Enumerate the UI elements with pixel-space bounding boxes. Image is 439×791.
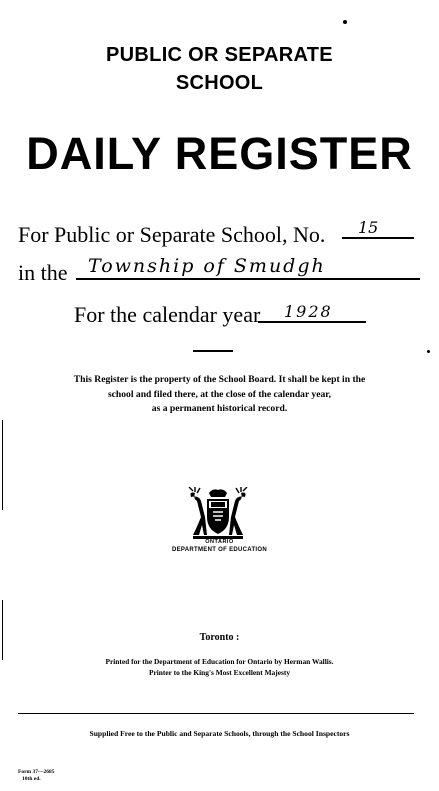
scan-edge-mark (2, 600, 3, 660)
page-title: DAILY REGISTER (26, 128, 413, 179)
location-label: in the (18, 260, 68, 285)
form-code-line-2: 10th ed. (22, 776, 41, 782)
school-number-value: 15 (358, 218, 379, 237)
scan-edge-mark (2, 420, 3, 510)
printer-line-2: Printer to the King's Most Excellent Majesty (148, 668, 291, 677)
short-divider (193, 350, 233, 352)
year-label: For the calendar year (74, 302, 261, 327)
printer-line-1: Printed for the Department of Education for Ontario by Herman Wallis. (105, 657, 334, 666)
notice-line-2: school and filed there, at the close of the calendar year, (107, 389, 332, 400)
header-line-1: PUBLIC OR SEPARATE (106, 44, 333, 66)
notice-line-1: This Register is the property of the School Board. It shall be kept in the (73, 374, 366, 385)
footer-divider (18, 713, 414, 714)
header-line-2: SCHOOL (175, 72, 264, 94)
printer-heading: Toronto : (199, 632, 240, 643)
supply-note: Supplied Free to the Public and Separate Schools, through the School Inspectors (89, 729, 350, 738)
location-value: Township of Smudgh (88, 255, 326, 277)
school-number-line (342, 237, 414, 239)
emblem-caption-2: DEPARTMENT OF EDUCATION (171, 547, 267, 553)
notice-line-3: as a permanent historical record. (151, 403, 288, 414)
year-value: 1928 (284, 302, 333, 321)
location-line (76, 278, 420, 280)
school-label: For Public or Separate School, No. (18, 222, 326, 247)
scan-speck (343, 20, 347, 24)
scan-speck (427, 350, 430, 353)
emblem-caption-1: ONTARIO (205, 539, 234, 545)
ontario-coat-of-arms-icon (187, 487, 249, 539)
year-line (258, 321, 366, 323)
form-code-line-1: Form 37—2685 (18, 769, 55, 775)
